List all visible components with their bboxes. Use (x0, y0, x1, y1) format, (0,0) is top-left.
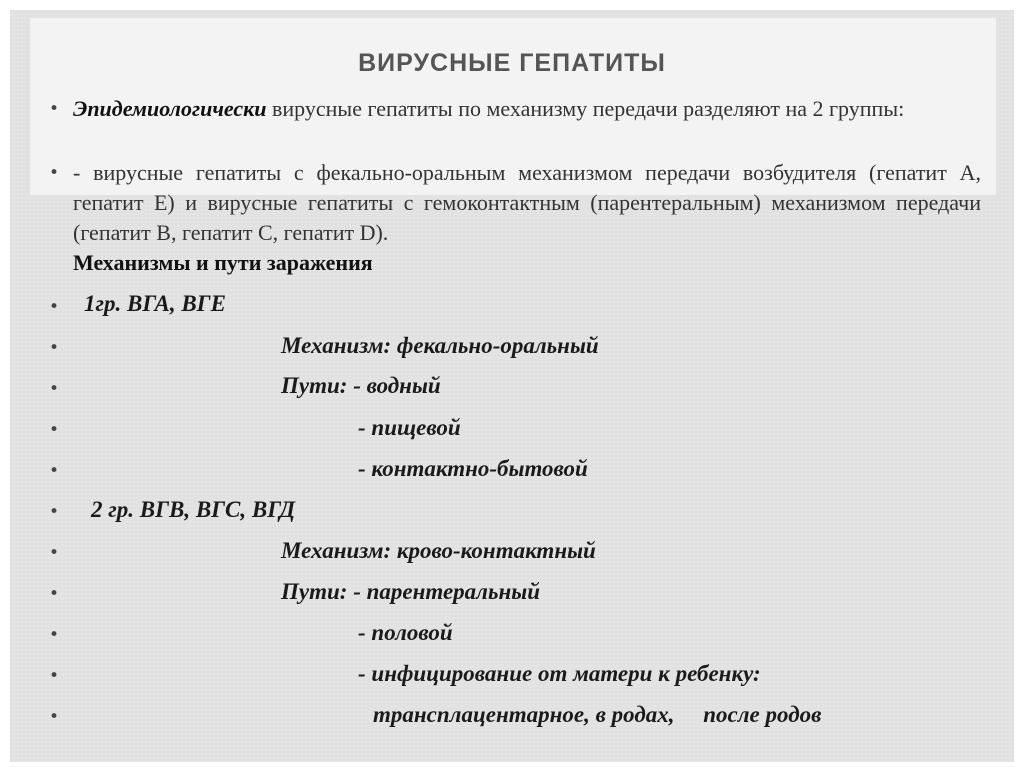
bullet: • (49, 543, 60, 563)
detail-paragraph (73, 158, 981, 278)
mechanisms-title: Механизмы и пути заражения (73, 250, 373, 275)
bullet: • (49, 163, 60, 183)
intro-rest: вирусные гепатиты по механизму передачи разделяют на 2 группы: (266, 96, 905, 121)
bullet: • (49, 461, 60, 481)
bullet: • (49, 625, 60, 645)
group1-header: 1гр. ВГА, ВГЕ (84, 291, 226, 316)
group1-route: - пищевой (358, 415, 461, 440)
intro-lead: Эпидемиологически (73, 96, 267, 121)
bullet: • (49, 666, 60, 686)
group2-route: - инфицирование от матери к ребенку: (358, 661, 761, 686)
group2-routes-label: Пути: - парентеральный (281, 579, 540, 604)
bullet: • (49, 502, 60, 522)
bullet: • (49, 584, 60, 604)
group2-mechanism: Механизм: крово-контактный (281, 538, 596, 563)
group1-route: - контактно-бытовой (358, 456, 588, 481)
bullet: • (49, 297, 60, 317)
bullet: • (49, 420, 60, 440)
group2-header: 2 гр. ВГВ, ВГС, ВГД (91, 497, 296, 522)
bullet: • (49, 338, 60, 358)
group1-routes-label: Пути: - водный (281, 373, 441, 398)
group2-route: - половой (358, 620, 453, 645)
group2-transmission: трансплацентарное, в родах, после родов (373, 702, 822, 727)
detail-text: - вирусные гепатиты с фекально-оральным механизмом передачи возбудителя (гепатит А, гепатит Е) и вирусные гепатиты с гемоконтактным (парентеральным) механизмом передачи (гепатит В, гепатит С, гепатит D). (73, 160, 981, 245)
bullet: • (49, 707, 60, 727)
bullet: • (49, 99, 60, 119)
slide-title: ВИРУСНЫЕ ГЕПАТИТЫ (358, 49, 666, 77)
group1-mechanism: Механизм: фекально-оральный (281, 333, 599, 358)
intro-paragraph (73, 94, 981, 124)
bullet: • (49, 379, 60, 399)
